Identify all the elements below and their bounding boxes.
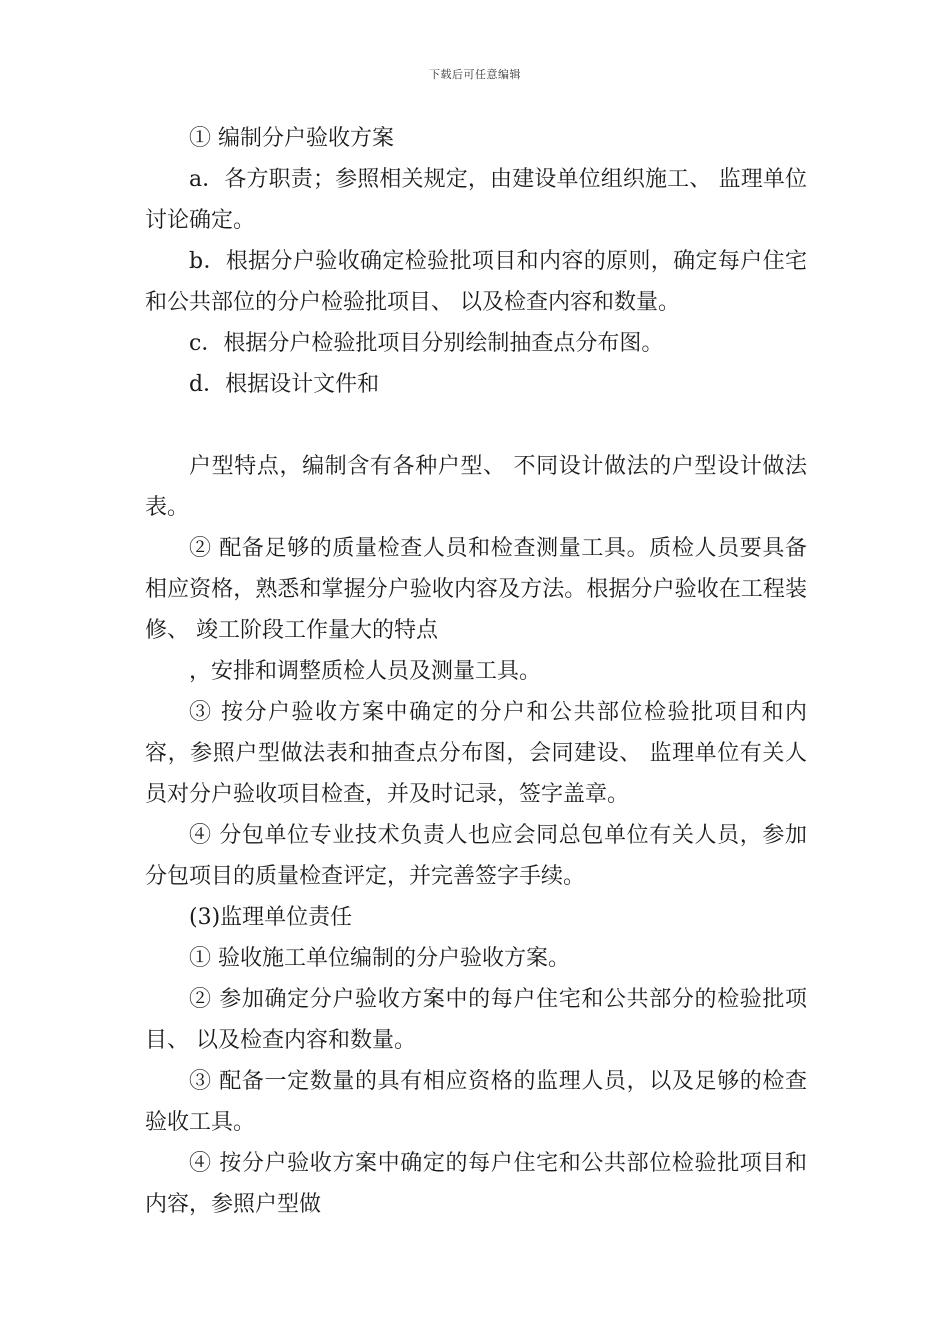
paragraph-4: c．根据分户检验批项目分别绘制抽查点分布图。 [189,331,664,356]
paragraph-7: ② 配备足够的质量检查人员和检查测量工具。质检人员要具备相应资格，熟悉和掌握分户验收内容及方法。根据分户验收在工程装修、 竣工阶段工作量大的特点 [145,536,807,643]
document-body [145,118,807,1225]
paragraph-10: ④ 分包单位专业技术负责人也应会同总包单位有关人员，参加分包项目的质量检查评定，并完善签字手续。 [145,823,807,889]
paragraph-6: 户型特点，编制含有各种户型、 不同设计做法的户型设计做法表。 [145,454,807,520]
paragraph-13: ② 参加确定分户验收方案中的每户住宅和公共部分的检验批项目、 以及检查内容和数量。 [145,987,807,1053]
paragraph-9: ③ 按分户验收方案中确定的分户和公共部位检验批项目和内容，参照户型做法表和抽查点分布图，会同建设、 监理单位有关人员对分户验收项目检查，并及时记录，签字盖章。 [145,700,807,807]
paragraph-8: ，安排和调整质检人员及测量工具。 [189,659,542,684]
paragraph-5: d．根据设计文件和 [189,372,380,397]
paragraph-1: ① 编制分户验收方案 [189,126,394,151]
paragraph-2: a．各方职责；参照相关规定，由建设单位组织施工、 监理单位讨论确定。 [145,167,807,233]
paragraph-12: ① 验收施工单位编制的分户验收方案。 [189,946,570,971]
section-heading: (3)监理单位责任 [189,905,353,930]
paragraph-15: ④ 按分户验收方案中确定的每户住宅和公共部位检验批项目和内容，参照户型做 [145,1151,807,1217]
paragraph-14: ③ 配备一定数量的具有相应资格的监理人员，以及足够的检查验收工具。 [145,1069,807,1135]
header-note: 下载后可任意编辑 [429,68,521,81]
paragraph-3: b．根据分户验收确定检验批项目和内容的原则，确定每户住宅和公共部位的分户检验批项目、 以及检查内容和数量。 [145,249,807,315]
